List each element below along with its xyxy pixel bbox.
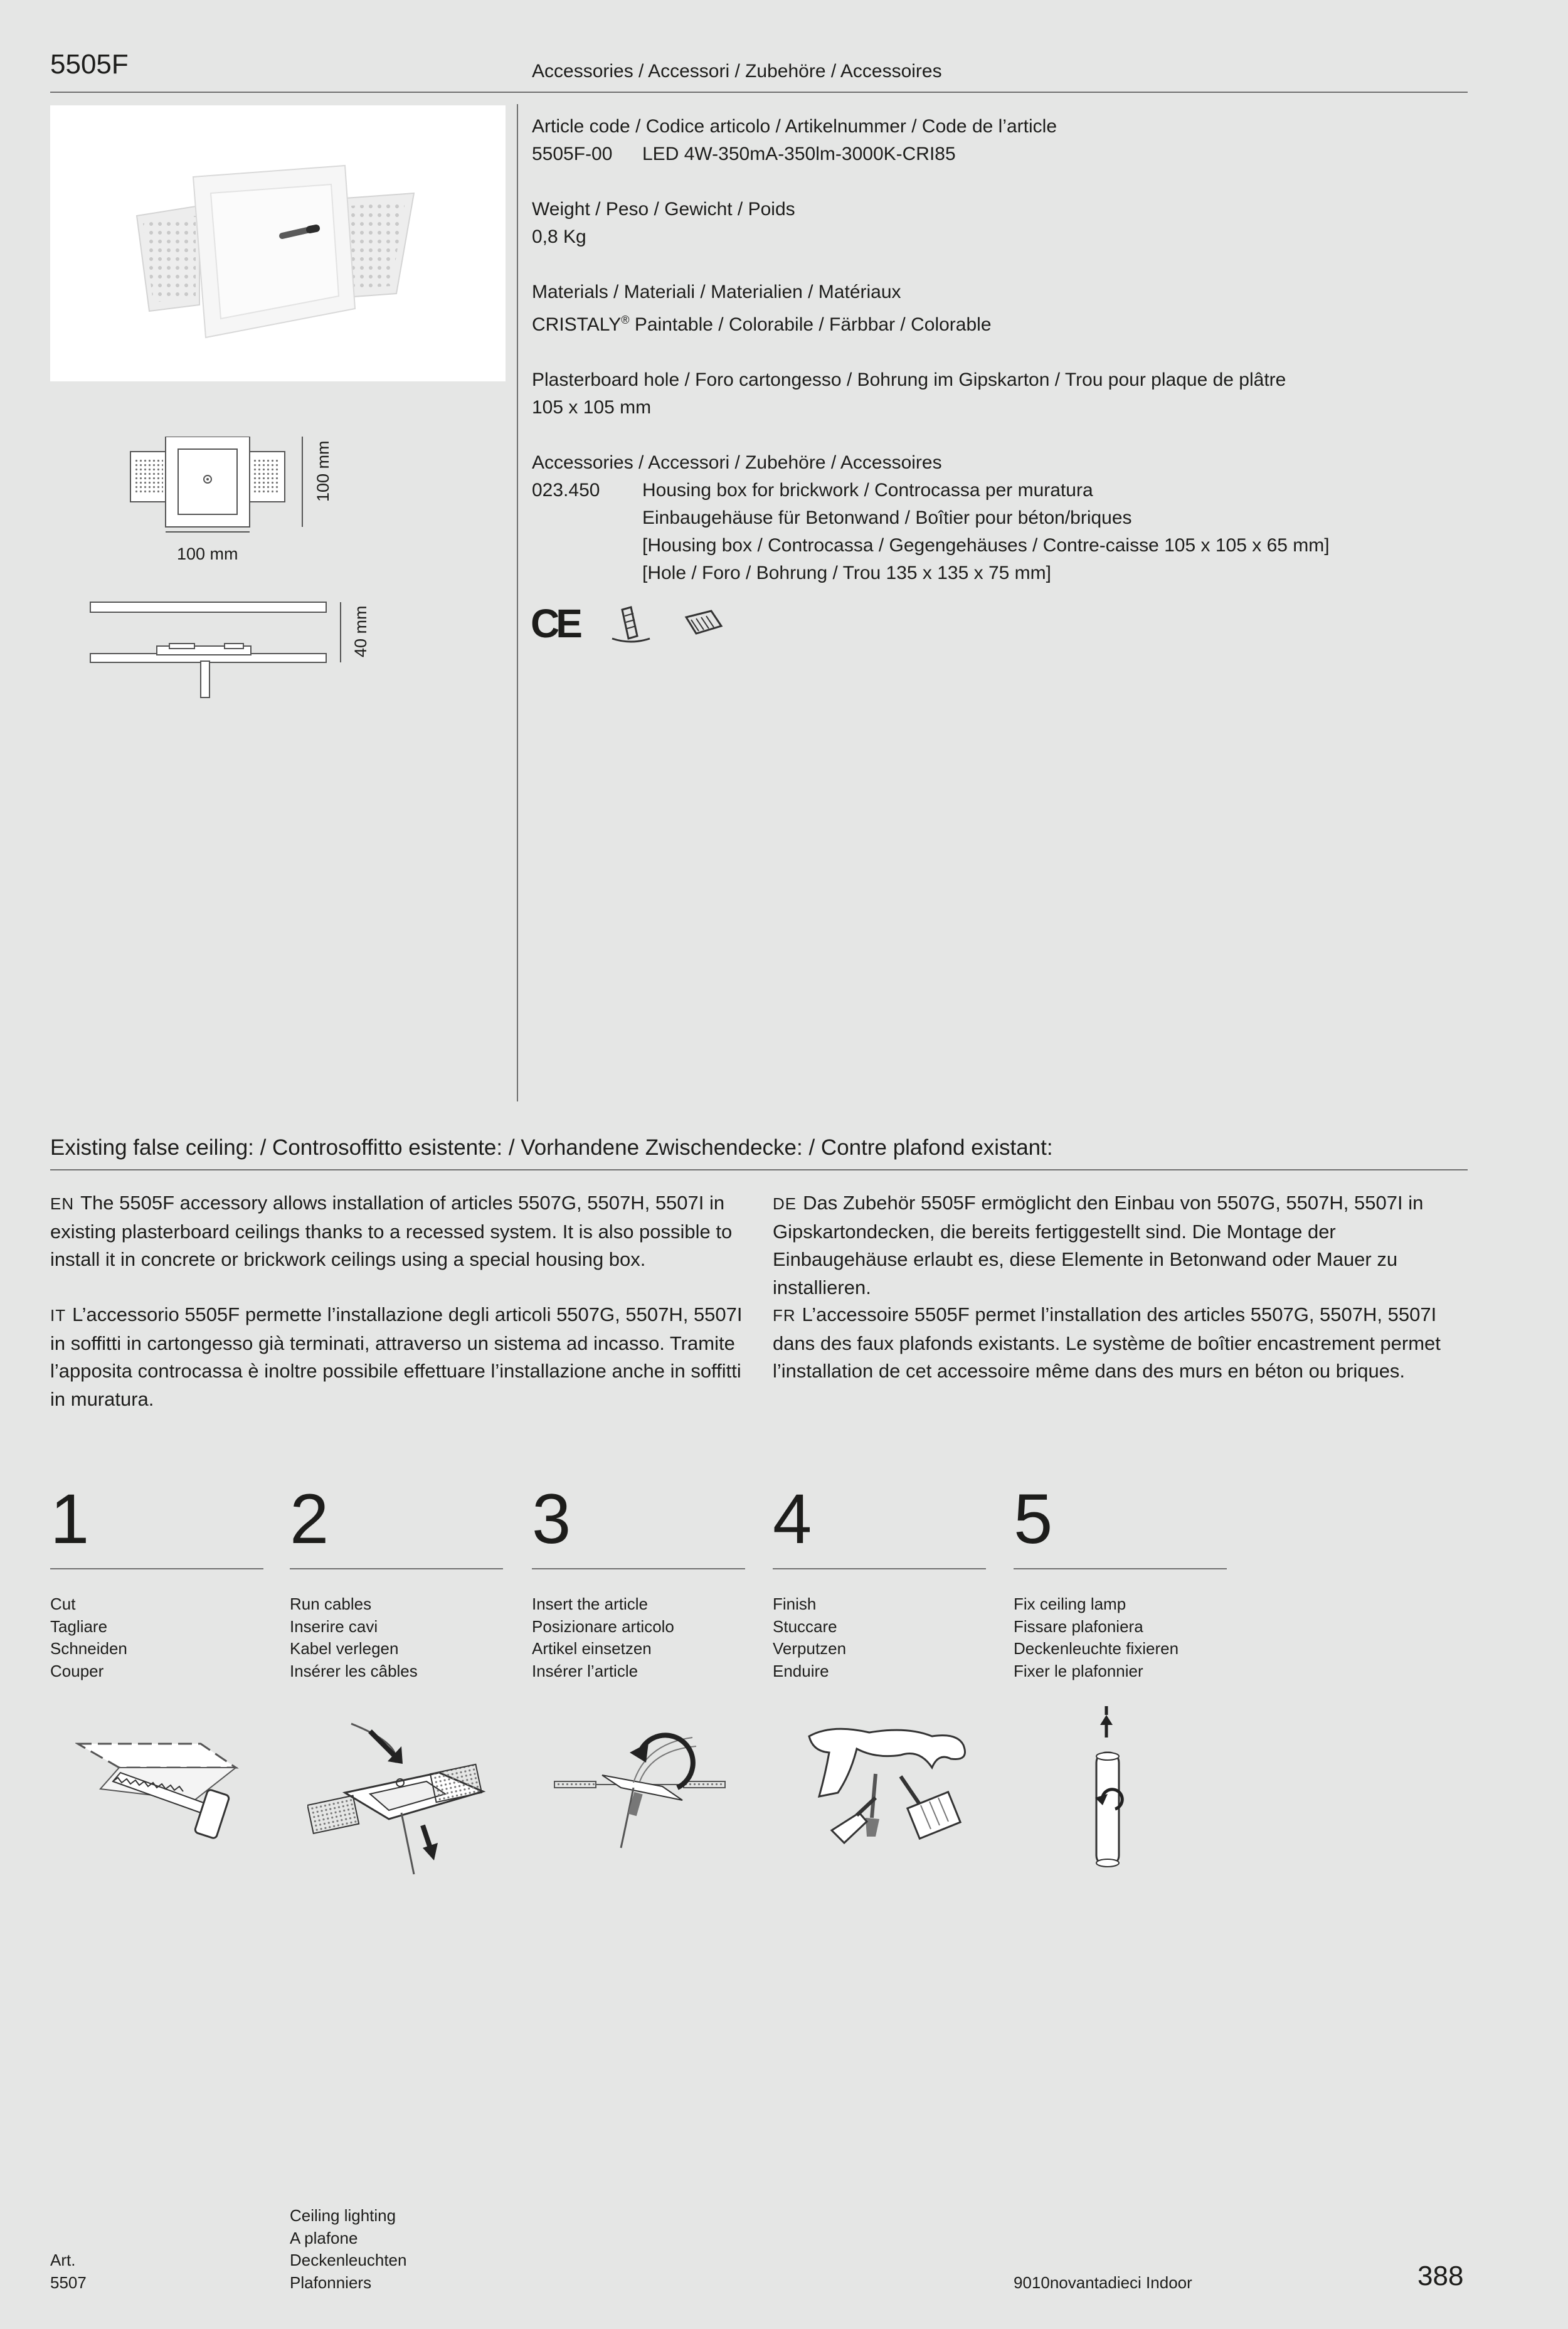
materials-label: Materials / Materiali / Materialien / Matériaux (532, 282, 901, 302)
footer-brand: 9010novantadieci Indoor (1014, 2273, 1192, 2292)
step-number: 5 (1014, 1480, 1053, 1558)
footer-category (290, 2205, 406, 2294)
step-5 (1014, 1480, 1227, 1682)
step-label: Verputzen (773, 1639, 847, 1658)
fix-lamp-illustration (1078, 1706, 1153, 1875)
finish-illustration (807, 1724, 1001, 1849)
step-label: Deckenleuchte fixieren (1014, 1639, 1179, 1658)
step-label: Finish (773, 1594, 817, 1613)
header-divider (50, 92, 1468, 93)
step-label: Posizionare articolo (532, 1616, 674, 1636)
step-label: Enduire (773, 1661, 829, 1680)
header-title: Accessories / Accessori / Zubehöre / Accessoires (532, 61, 942, 82)
materials-group (532, 279, 1441, 339)
materials-text: Paintable / Colorabile / Färbbar / Colorable (629, 314, 992, 335)
step-4 (773, 1480, 986, 1682)
accessory-code: 023.450 (532, 480, 600, 501)
text-de-body: Das Zubehör 5505F ermöglicht den Einbau von 5507G, 5507H, 5507I in Gipskartondecken, die bereits fertiggestellt sind. Die Montage der Einbaugehäuse erlaubt es, diese Elemente in Betonwand oder Mauer zu installieren. (773, 1192, 1424, 1298)
step-3 (532, 1480, 745, 1682)
article-description: LED 4W-350mA-350lm-3000K-CRI85 (642, 144, 956, 164)
step-number: 3 (532, 1480, 571, 1558)
page-number: 388 (1417, 2261, 1464, 2291)
article-code-group (532, 113, 1441, 168)
step-label: Insérer l’article (532, 1661, 638, 1680)
hole-label: Plasterboard hole / Foro cartongesso / Bohrung im Gipskarton / Trou pour plaque de plâtre (532, 369, 1286, 390)
paintable-surface-icon (681, 605, 731, 642)
materials-value (532, 306, 1441, 339)
article-code: 5505F-00 (532, 144, 613, 164)
text-en-body: The 5505F accessory allows installation of articles 5507G, 5507H, 5507I in existing plasterboard ceilings thanks to a recessed system. It is also possible to install it in concrete or brickwork ceilings using a special housing box. (50, 1192, 733, 1270)
step-label: Run cables (290, 1594, 372, 1613)
lang-tag-fr: FR (773, 1306, 796, 1325)
accessories-label: Accessories / Accessori / Zubehöre / Accessoires (532, 452, 942, 473)
depth-dimension: 40 mm (351, 605, 370, 657)
materials-brand: CRISTALY (532, 314, 622, 335)
step-label: Fix ceiling lamp (1014, 1594, 1126, 1613)
section-title: Existing false ceiling: / Controsoffitto esistente: / Vorhandene Zwischendecke: / Contre plafond existant: (50, 1135, 1053, 1160)
category-line: Plafonniers (290, 2273, 372, 2292)
product-photo (50, 105, 506, 381)
weight-value: 0,8 Kg (532, 226, 586, 247)
hole-group (532, 366, 1441, 422)
text-it (50, 1301, 759, 1413)
height-dimension: 100 mm (314, 440, 332, 502)
accessory-line: [Housing box / Controcassa / Gegengehäuses / Contre-caisse 105 x 105 x 65 mm] (642, 535, 1330, 556)
text-en (50, 1189, 759, 1274)
spec-block (532, 113, 1441, 587)
column-divider (517, 104, 518, 1101)
step-label: Inserire cavi (290, 1616, 378, 1636)
step-label: Schneiden (50, 1639, 127, 1658)
step-label: Insert the article (532, 1594, 648, 1613)
category-line: Ceiling lighting (290, 2206, 396, 2225)
ce-mark-icon: CE (531, 601, 579, 646)
step-label: Kabel verlegen (290, 1639, 399, 1658)
front-view-drawing (125, 437, 326, 537)
text-it-body: L’accessorio 5505F permette l’installazione degli articoli 5507G, 5507H, 5507I in soffitti in cartongesso già terminati, attraverso un sistema ad incasso. Tramite l’apposita controcassa è inoltre possibile effettuare l’installazione anche in soffitti in muratura. (50, 1303, 743, 1410)
accessory-line: [Hole / Foro / Bohrung / Trou 135 x 135 x 75 mm] (642, 563, 1051, 583)
text-fr-body: L’accessoire 5505F permet l’installation des articles 5507G, 5507H, 5507I dans des faux plafonds existants. Le système de boîtier encastrement permet l’installation de cet accessoire même dans des murs en béton ou briques. (773, 1303, 1441, 1382)
text-fr (773, 1301, 1469, 1386)
lang-tag-en: EN (50, 1194, 75, 1213)
hole-value: 105 x 105 mm (532, 397, 652, 418)
text-de (773, 1189, 1469, 1302)
step-1 (50, 1480, 263, 1682)
step-label: Artikel einsetzen (532, 1639, 652, 1658)
step-2 (290, 1480, 503, 1682)
step-label: Fixer le plafonnier (1014, 1661, 1143, 1680)
category-line: A plafone (290, 2228, 358, 2247)
step-label: Couper (50, 1661, 104, 1680)
recessed-install-icon (606, 603, 656, 647)
weight-group (532, 196, 1441, 251)
step-label: Cut (50, 1594, 76, 1613)
run-cables-illustration (307, 1719, 489, 1875)
step-label: Insérer les câbles (290, 1661, 418, 1680)
art-number: 5507 (50, 2273, 87, 2292)
step-number: 1 (50, 1480, 90, 1558)
article-code-label: Article code / Codice articolo / Artikelnummer / Code de l’article (532, 116, 1057, 137)
lang-tag-de: DE (773, 1194, 797, 1213)
step-number: 4 (773, 1480, 812, 1558)
product-code: 5505F (50, 49, 129, 80)
accessory-line: Housing box for brickwork / Controcassa per muratura (642, 480, 1093, 501)
footer-art (50, 2249, 87, 2294)
accessories-group (532, 449, 1441, 587)
weight-label: Weight / Peso / Gewicht / Poids (532, 199, 795, 220)
width-dimension: 100 mm (177, 544, 238, 563)
cut-illustration (75, 1731, 245, 1844)
side-view-drawing (88, 596, 339, 703)
step-label: Stuccare (773, 1616, 837, 1636)
insert-article-illustration (552, 1725, 734, 1850)
accessory-line: Einbaugehäuse für Betonwand / Boîtier pour béton/briques (642, 507, 1132, 528)
category-line: Deckenleuchten (290, 2251, 407, 2269)
registered-mark: ® (621, 314, 630, 326)
section-divider (50, 1169, 1468, 1170)
lang-tag-it: IT (50, 1306, 66, 1325)
art-label: Art. (50, 2251, 76, 2269)
step-label: Fissare plafoniera (1014, 1616, 1143, 1636)
step-number: 2 (290, 1480, 329, 1558)
step-label: Tagliare (50, 1616, 108, 1636)
depth-dimension-line (340, 602, 341, 662)
